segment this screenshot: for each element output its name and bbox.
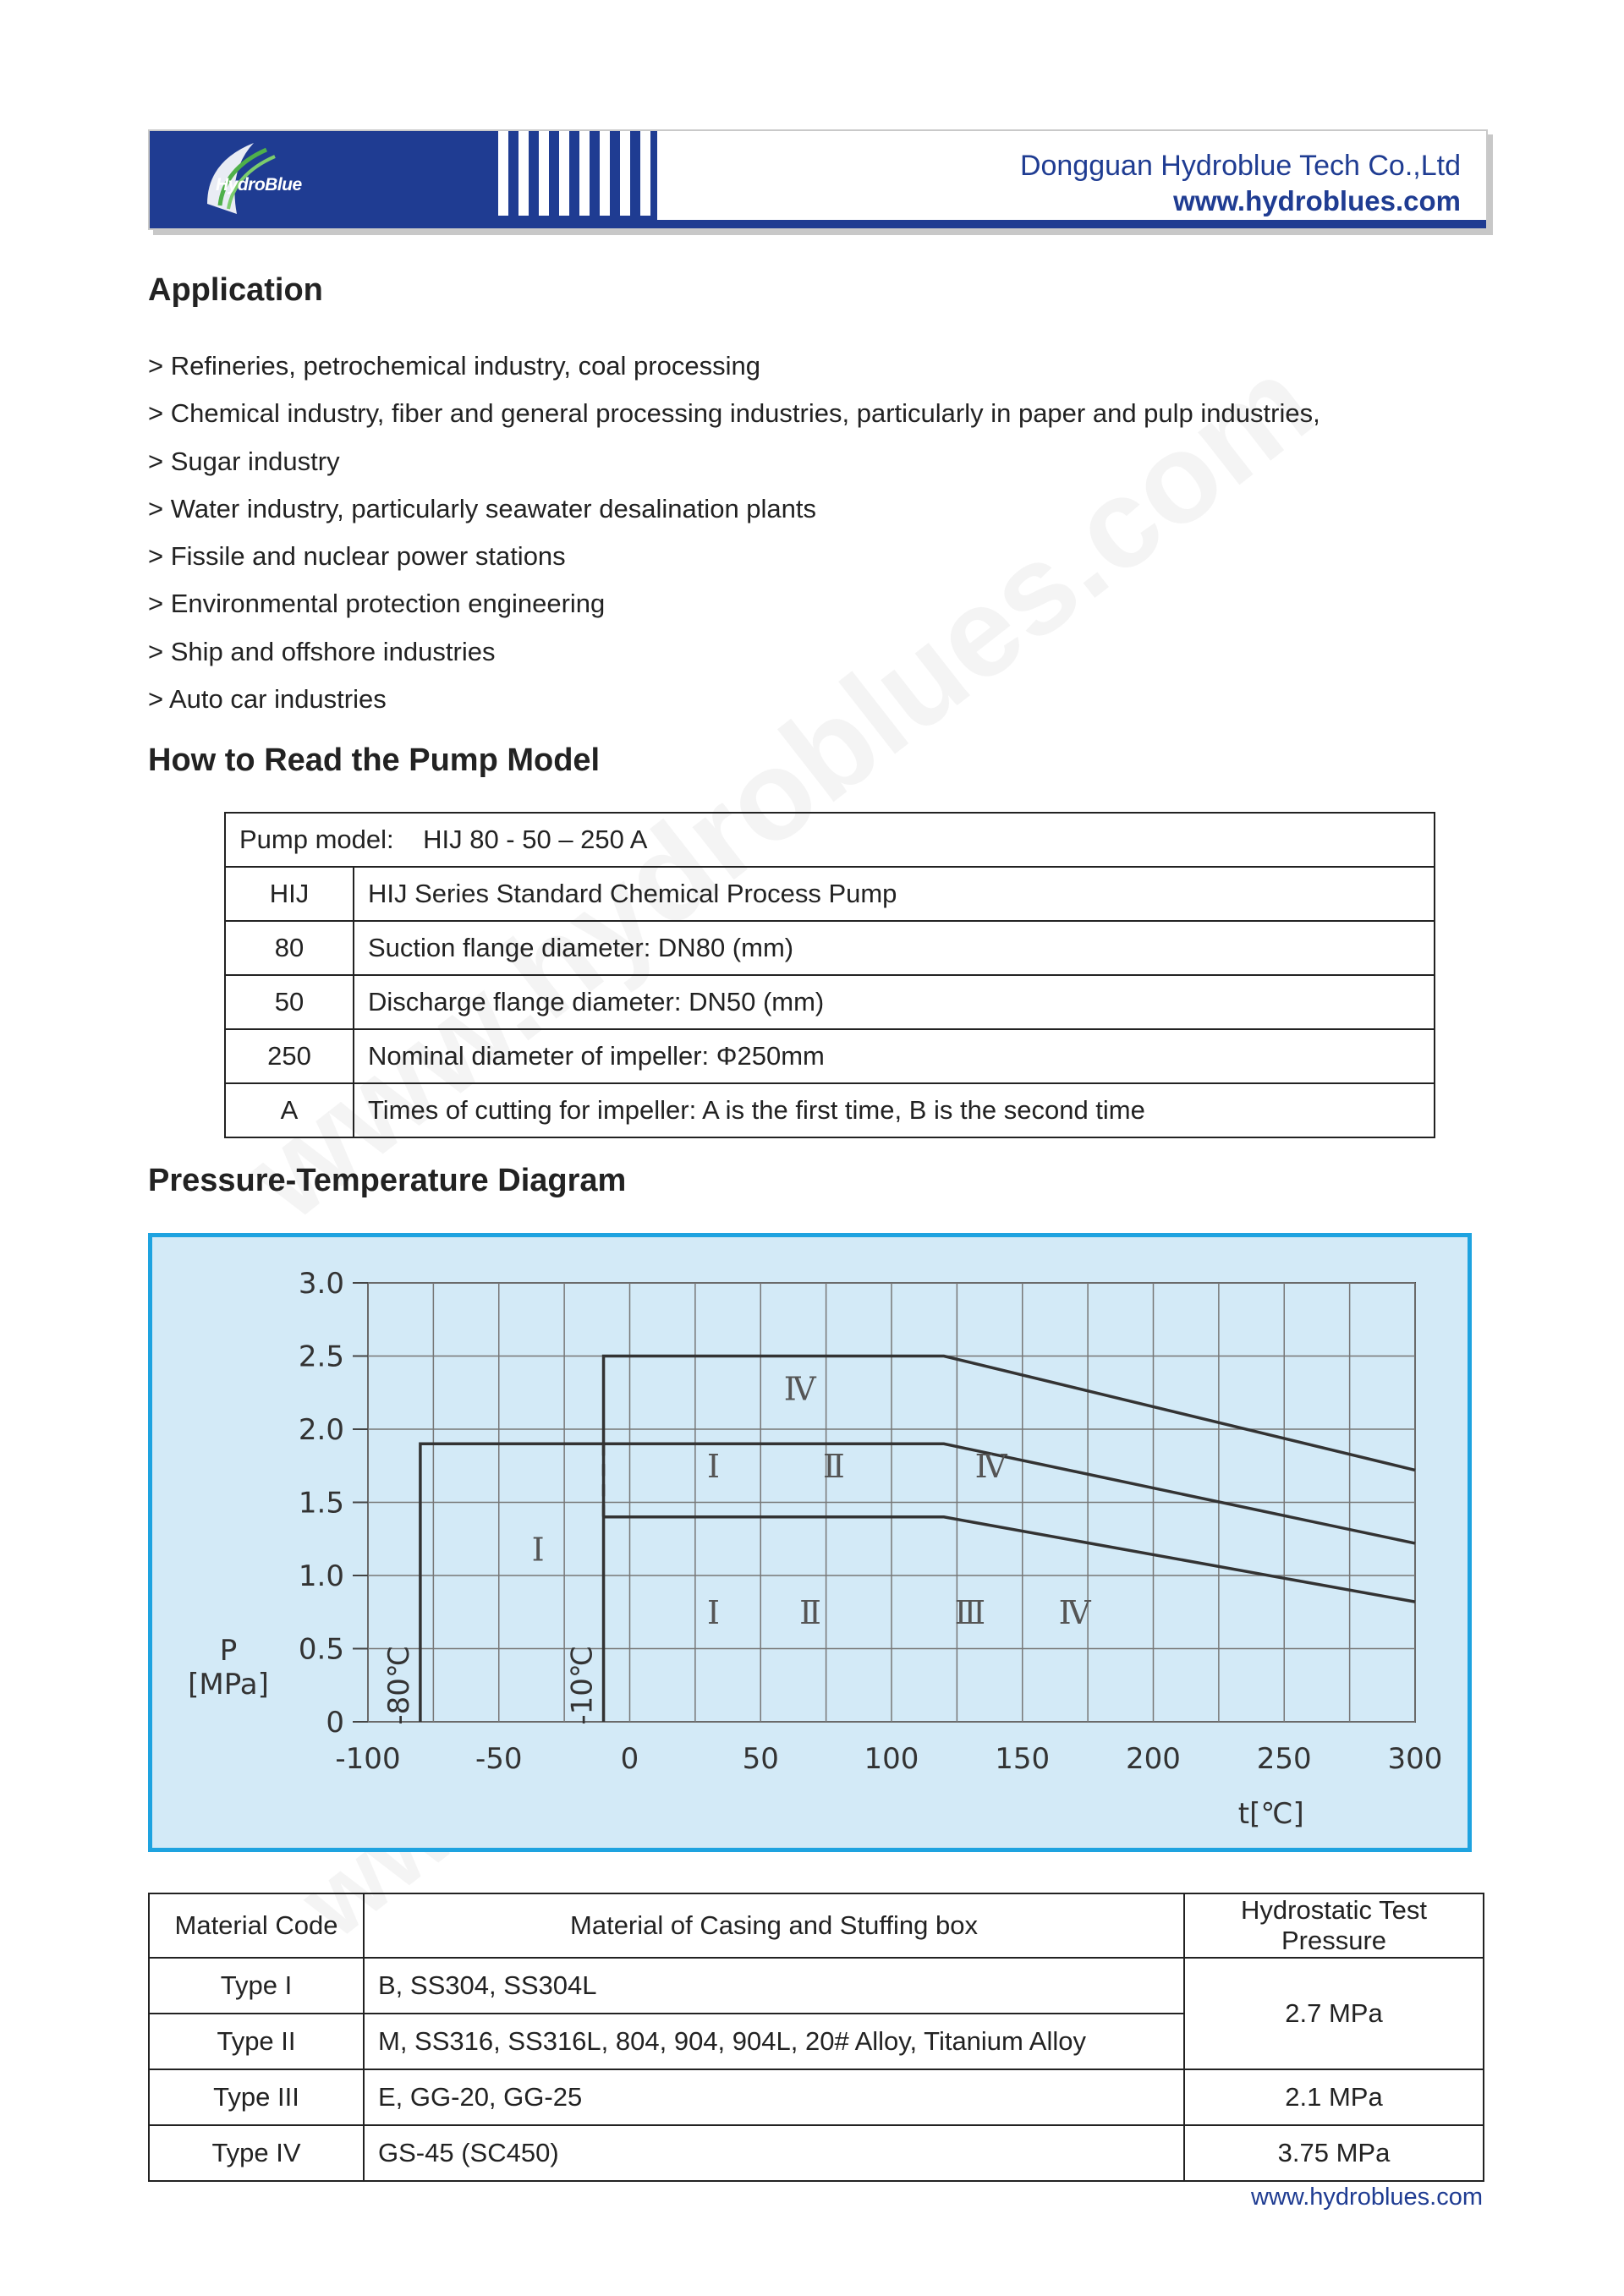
region-label: Ⅳ: [974, 1448, 1007, 1486]
model-desc-cell: HIJ Series Standard Chemical Process Pump: [354, 867, 1435, 921]
list-item: > Auto car industries: [148, 684, 387, 715]
application-title: Application: [148, 272, 323, 308]
model-code-cell: 80: [225, 921, 354, 975]
x-tick-label: 200: [1126, 1742, 1181, 1776]
header-stripes: [498, 131, 657, 228]
x-tick-label: 100: [864, 1742, 919, 1776]
footer-website-link[interactable]: www.hydroblues.com: [1251, 2184, 1483, 2211]
pressure-cell: 3.75 MPa: [1184, 2125, 1484, 2181]
x-tick-label: 0: [620, 1742, 639, 1776]
list-item: > Ship and offshore industries: [148, 636, 496, 666]
model-desc-cell: Discharge flange diameter: DN50 (mm): [354, 975, 1435, 1029]
model-code-cell: 50: [225, 975, 354, 1029]
material-cell: M, SS316, SS316L, 804, 904, 904L, 20# Alloy, Titanium Alloy: [364, 2014, 1184, 2069]
region-label: Ⅳ: [1058, 1594, 1091, 1632]
header-bottom-bar: [657, 220, 1486, 228]
material-code-cell: Type III: [149, 2069, 364, 2125]
y-tick-label: 3.0: [298, 1267, 344, 1301]
region-label: Ⅲ: [954, 1594, 986, 1632]
company-website[interactable]: www.hydroblues.com: [1173, 185, 1461, 216]
model-code-cell: HIJ: [225, 867, 354, 921]
region-label: Ⅱ: [822, 1448, 845, 1486]
company-info: [1020, 148, 1461, 219]
model-code-cell: A: [225, 1083, 354, 1137]
pressure-cell: 2.1 MPa: [1184, 2069, 1484, 2125]
x-tick-label: 50: [742, 1742, 779, 1776]
material-code-cell: Type II: [149, 2014, 364, 2069]
y-axis-label: P: [219, 1634, 238, 1668]
x-tick-label: -50: [475, 1742, 523, 1776]
model-code-cell: 250: [225, 1029, 354, 1083]
table-row: [149, 1958, 1484, 2014]
x-tick-label: -100: [335, 1742, 401, 1776]
pump-model-table: [224, 812, 1435, 1138]
pump-model-header-cell: [225, 813, 1435, 867]
list-item: > Environmental protection engineering: [148, 589, 606, 619]
x-axis-label: t[℃]: [1237, 1797, 1304, 1831]
table-row: [225, 1083, 1435, 1137]
diagram-title: Pressure-Temperature Diagram: [148, 1163, 627, 1198]
company-name: Dongguan Hydroblue Tech Co.,Ltd: [1019, 150, 1461, 182]
temperature-limit-label: -10℃: [565, 1645, 600, 1725]
table-row: [149, 2125, 1484, 2181]
pressure-temperature-chart: [148, 1233, 1472, 1852]
page-header: [148, 129, 1488, 230]
temperature-limit-label: -80℃: [381, 1645, 416, 1725]
model-desc-cell: Suction flange diameter: DN80 (mm): [354, 921, 1435, 975]
column-header: Material Code: [149, 1893, 364, 1958]
material-table: [148, 1893, 1484, 2182]
material-cell: GS-45 (SC450): [364, 2125, 1184, 2181]
pump-model-label: Pump model:: [239, 825, 394, 854]
pressure-cell: 2.7 MPa: [1184, 1958, 1484, 2069]
application-list: [148, 342, 1320, 723]
y-axis-unit: [MPa]: [188, 1668, 269, 1701]
region-label: Ⅳ: [783, 1370, 816, 1408]
y-tick-label: 2.5: [298, 1340, 344, 1374]
y-tick-label: 1.5: [298, 1486, 344, 1521]
material-cell: E, GG-20, GG-25: [364, 2069, 1184, 2125]
logo-text: HydroBlue: [216, 175, 302, 195]
region-label: Ⅰ: [707, 1448, 721, 1486]
y-tick-label: 0: [326, 1706, 344, 1740]
pump-model-value: HIJ 80 - 50 – 250 A: [423, 825, 648, 854]
list-item: > Water industry, particularly seawater desalination plants: [148, 493, 817, 523]
pump-model-title: How to Read the Pump Model: [148, 743, 601, 778]
column-header: Hydrostatic Test Pressure: [1184, 1893, 1484, 1958]
column-header: Material of Casing and Stuffing box: [364, 1893, 1184, 1958]
material-code-cell: Type I: [149, 1958, 364, 2014]
table-row: [149, 2069, 1484, 2125]
x-tick-label: 150: [995, 1742, 1051, 1776]
x-tick-label: 250: [1256, 1742, 1312, 1776]
x-tick-label: 300: [1387, 1742, 1443, 1776]
table-header-row: [149, 1893, 1484, 1958]
table-row: [225, 975, 1435, 1029]
table-row: [225, 813, 1435, 867]
model-desc-cell: Nominal diameter of impeller: Φ250mm: [354, 1029, 1435, 1083]
list-item: > Fissile and nuclear power stations: [148, 541, 566, 572]
region-label: Ⅱ: [799, 1594, 821, 1632]
region-label: Ⅰ: [707, 1594, 721, 1632]
header-brand-panel: [150, 131, 657, 228]
chart-svg: [152, 1237, 1468, 1848]
y-tick-label: 1.0: [298, 1559, 344, 1593]
table-row: [225, 867, 1435, 921]
list-item: > Refineries, petrochemical industry, coal processing: [148, 351, 760, 381]
list-item: > Chemical industry, fiber and general processing industries, particularly in paper and pulp industries,: [148, 398, 1320, 429]
region-label: Ⅰ: [531, 1531, 545, 1569]
list-item: > Sugar industry: [148, 446, 340, 476]
table-row: [225, 921, 1435, 975]
model-desc-cell: Times of cutting for impeller: A is the first time, B is the second time: [354, 1083, 1435, 1137]
y-tick-label: 2.0: [298, 1413, 344, 1447]
table-row: [225, 1029, 1435, 1083]
material-code-cell: Type IV: [149, 2125, 364, 2181]
y-tick-label: 0.5: [298, 1632, 344, 1667]
material-cell: B, SS304, SS304L: [364, 1958, 1184, 2014]
